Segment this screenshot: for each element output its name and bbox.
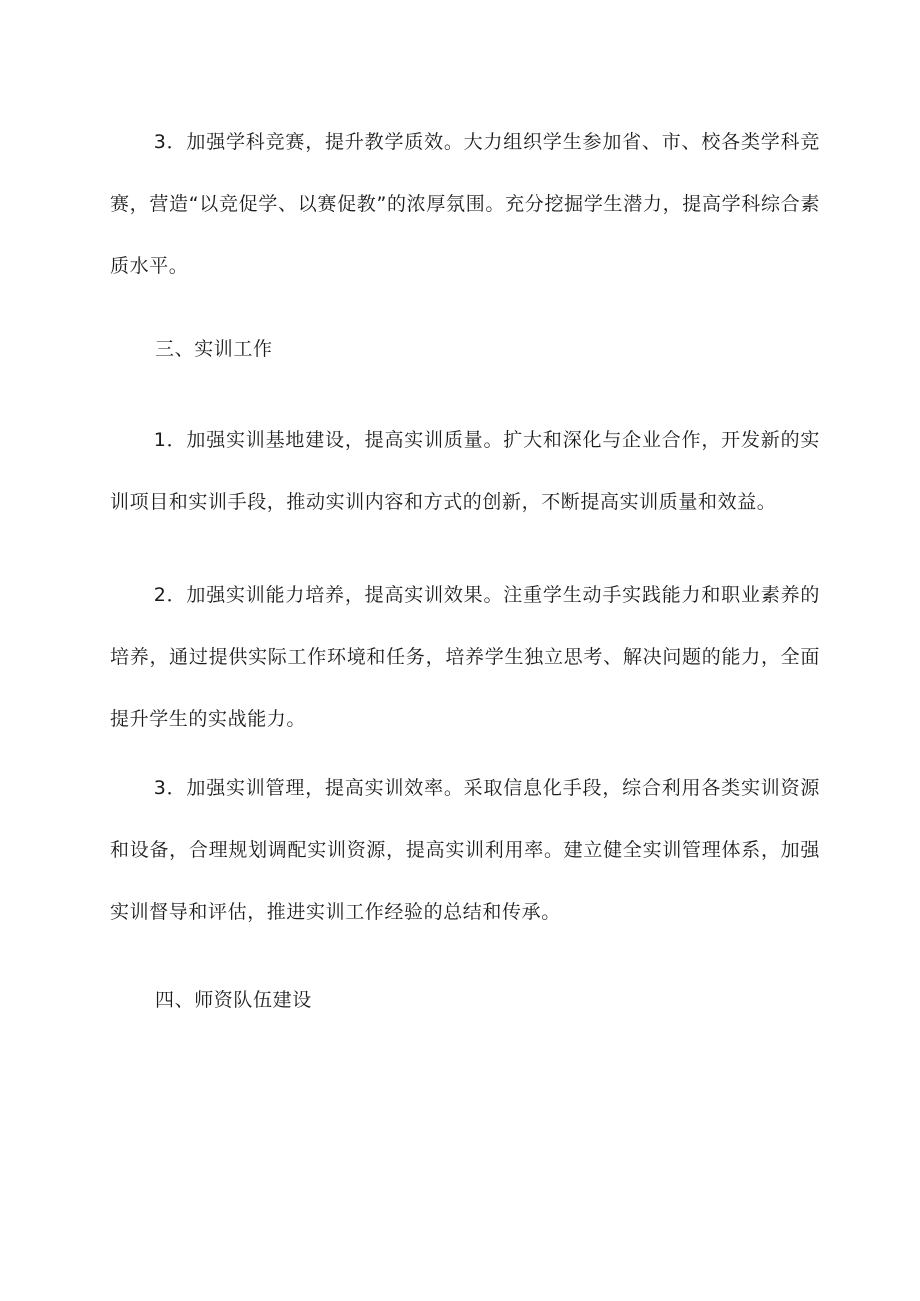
section-heading-faculty: 四、师资队伍建设 <box>155 989 312 1011</box>
paragraph-subject-competition: 3．加强学科竞赛，提升教学质效。大力组织学生参加省、市、校各类学科竞赛，营造“以竞促学、以赛促教”的浓厚氛围。充分挖掘学生潜力，提高学科综合素质水平。 <box>110 131 820 277</box>
section-heading-training: 三、实训工作 <box>155 338 273 360</box>
paragraph-training-ability: 2．加强实训能力培养，提高实训效果。注重学生动手实践能力和职业素养的培养，通过提供实际工作环境和任务，培养学生独立思考、解决问题的能力，全面提升学生的实战能力。 <box>110 584 820 730</box>
paragraph-training-management: 3．加强实训管理，提高实训效率。采取信息化手段，综合利用各类实训资源和设备，合理规划调配实训资源，提高实训利用率。建立健全实训管理体系，加强实训督导和评估，推进实训工作经验的总结和传承。 <box>110 777 820 923</box>
paragraph-training-base: 1．加强实训基地建设，提高实训质量。扩大和深化与企业合作，开发新的实训项目和实训手段，推动实训内容和方式的创新，不断提高实训质量和效益。 <box>110 429 820 513</box>
